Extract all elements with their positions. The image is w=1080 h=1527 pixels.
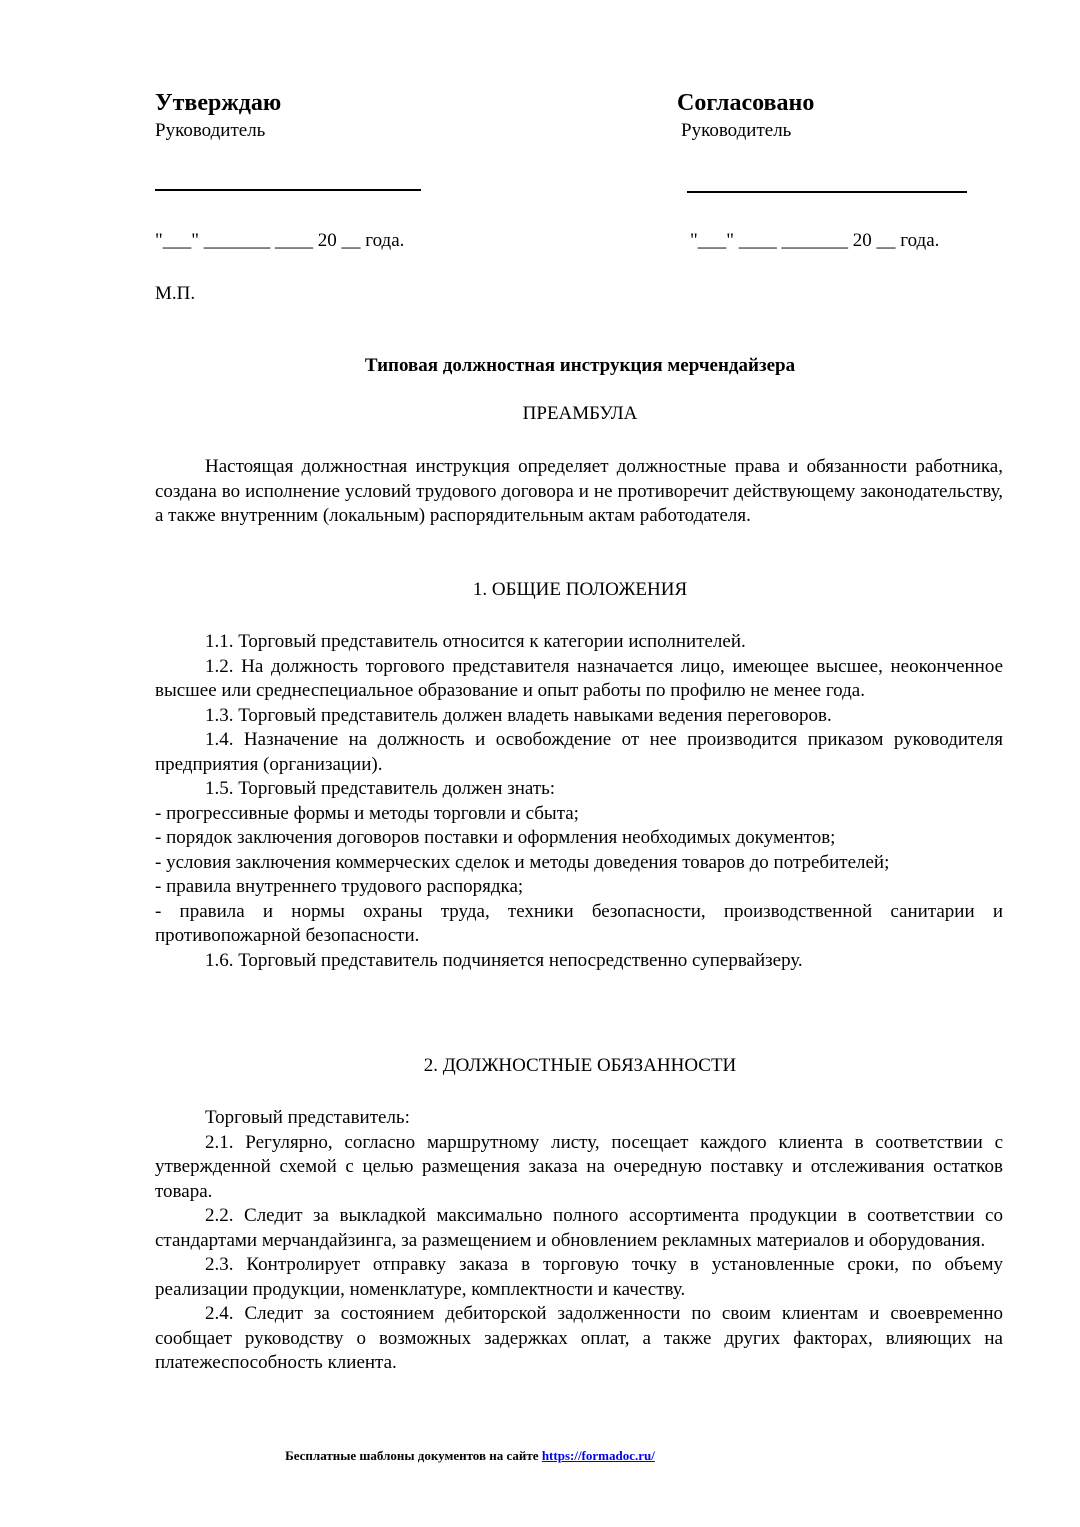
paragraph: 2.2. Следит за выкладкой максимально полного ассортимента продукции в соответствии со стандартами мерчандайзинга, за размещением и обновлением рекламных материалов и оборудования. — [155, 1205, 1003, 1251]
list-item: - прогрессивные формы и методы торговли и сбыта; — [155, 802, 579, 824]
list-item: - правила внутреннего трудового распорядка; — [155, 876, 524, 897]
footer-link[interactable]: https://formadoc.ru/ — [541, 1448, 655, 1463]
agreed-signature-line — [687, 191, 967, 193]
paragraph: 1.5. Торговый представитель должен знать: — [205, 778, 556, 799]
agreed-date-line: "___" ____ _______ 20 __ года. — [690, 230, 940, 251]
paragraph: 1.4. Назначение на должность и освобождение от нее производится приказом руководителя предприятия (организации). — [155, 729, 1003, 775]
approve-role: Руководитель — [155, 120, 266, 141]
preamble-text: Настоящая должностная инструкция определяет должностные права и обязанности работника, создана во исполнение условий трудового договора и не противоречит действующему законодательству, а также внутренним (локальным) распорядительным актам работодателя. — [155, 456, 1003, 526]
preamble-heading: ПРЕАМБУЛА — [522, 403, 638, 424]
footer — [0, 1448, 940, 1464]
section-2-body — [155, 1106, 1003, 1376]
footer-text: Бесплатные шаблоны документов на сайте — [285, 1448, 542, 1463]
paragraph: 1.3. Торговый представитель должен владеть навыками ведения переговоров. — [205, 704, 832, 726]
list-item: - условия заключения коммерческих сделок и методы доведения товаров до потребителей; — [155, 851, 890, 873]
document-title: Типовая должностная инструкция мерчендайзера — [364, 355, 796, 376]
section-2-heading: 2. ДОЛЖНОСТНЫЕ ОБЯЗАННОСТИ — [423, 1055, 737, 1076]
paragraph: 2.1. Регулярно, согласно маршрутному листу, посещает каждого клиента в соответствии с утвержденной схемой с целью размещения заказа на очередную поставку и отслеживания остатков товара. — [155, 1131, 1003, 1202]
list-item: - порядок заключения договоров поставки и оформления необходимых документов; — [155, 827, 836, 848]
paragraph: Торговый представитель: — [205, 1107, 410, 1128]
preamble-block — [155, 455, 1003, 529]
approve-date-line: "___" _______ ____ 20 __ года. — [155, 230, 405, 251]
section-1-body — [155, 630, 1003, 973]
paragraph: 1.2. На должность торгового представителя назначается лицо, имеющее высшее, неоконченное высшее или среднеспециальное образование и опыт работы по профилю не менее года. — [155, 655, 1003, 701]
approve-signature-line — [155, 189, 421, 191]
paragraph: 2.4. Следит за состоянием дебиторской задолженности по своим клиентам и своевременно сообщает руководству о возможных задержках оплат, а также других факторах, влияющих на платежеспособность клиента. — [155, 1303, 1003, 1373]
section-1-heading: 1. ОБЩИЕ ПОЛОЖЕНИЯ — [472, 579, 688, 600]
paragraph: 1.6. Торговый представитель подчиняется непосредственно супервайзеру. — [205, 949, 803, 971]
paragraph: 1.1. Торговый представитель относится к категории исполнителей. — [205, 631, 746, 652]
agreed-role: Руководитель — [681, 120, 792, 141]
agreed-title: Согласовано — [677, 90, 815, 116]
paragraph: 2.3. Контролирует отправку заказа в торговую точку в установленные сроки, по объему реализации продукции, номенклатуре, комплектности и качеству. — [155, 1254, 1003, 1300]
stamp-placeholder: М.П. — [155, 283, 196, 304]
approve-title: Утверждаю — [155, 90, 282, 116]
list-item: - правила и нормы охраны труда, техники безопасности, производственной санитарии и противопожарной безопасности. — [155, 900, 1003, 946]
